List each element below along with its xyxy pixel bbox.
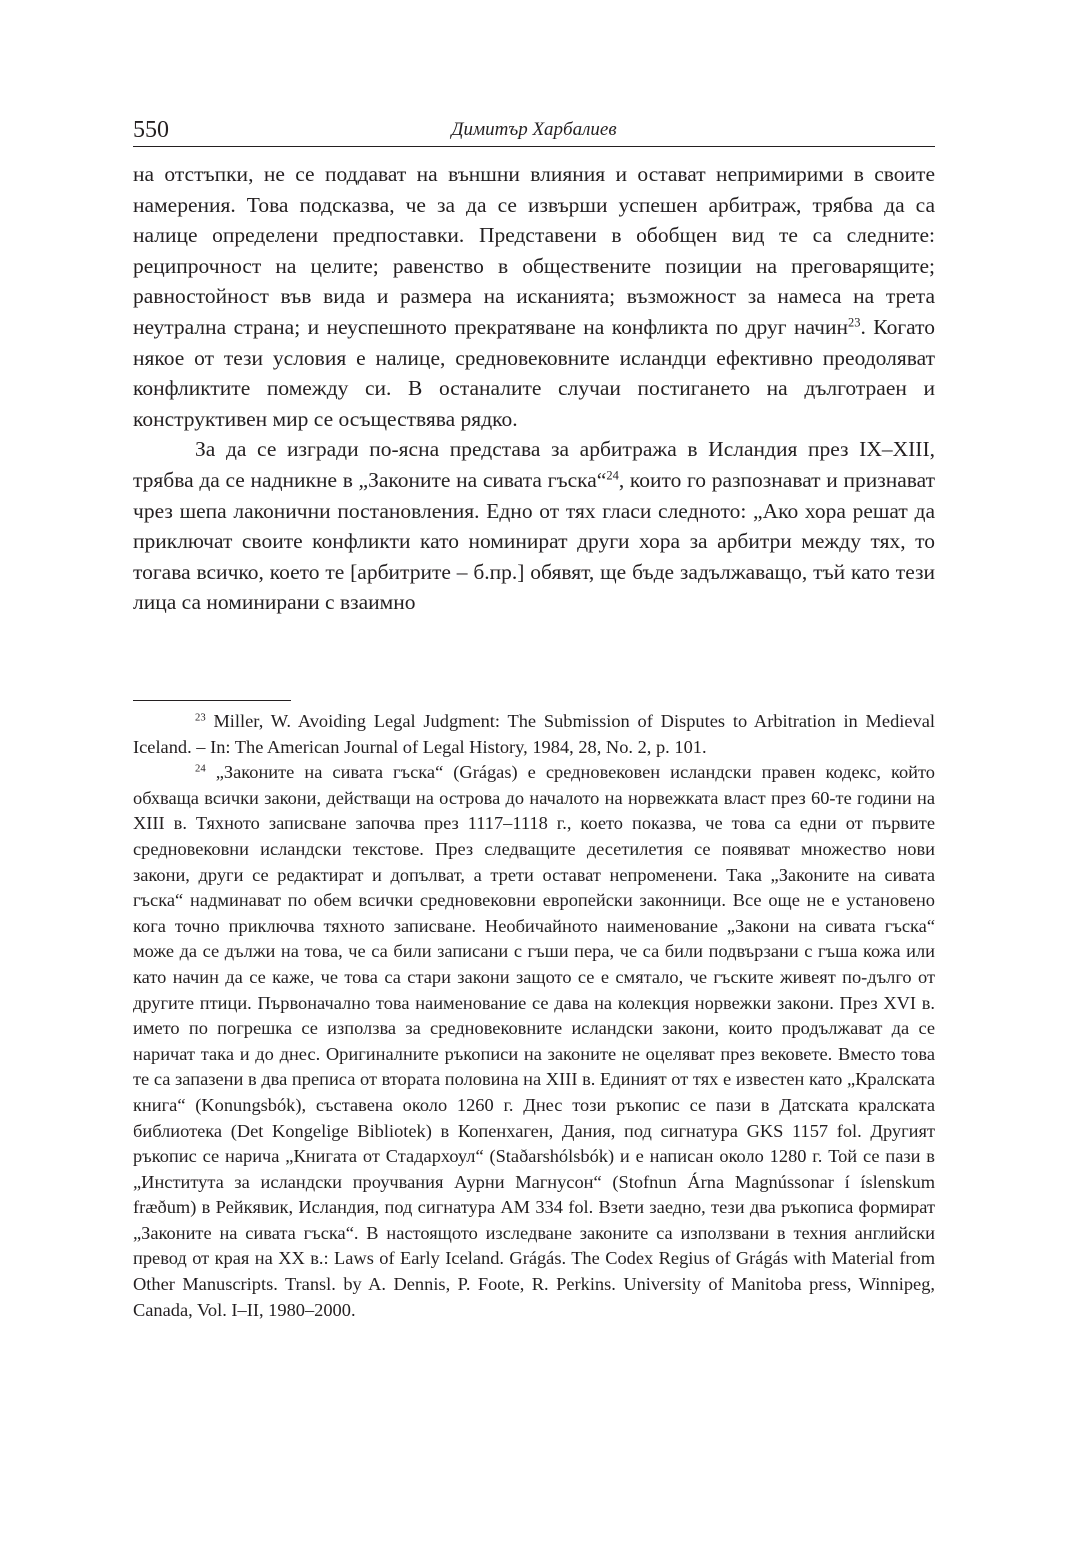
footnote-23: [133, 709, 935, 760]
footnote-number-23: 23: [195, 711, 206, 724]
footnotes: [133, 709, 935, 1323]
paragraph-1-text-a: на отстъпки, не се поддават на външни влияния и остават непримирими в своите намерения. Това подсказва, че за да се извърши успешен арбитраж, трябва да са налице определени предпоставки. Представени в обобщен вид те са следните: реципрочност на целите; равенство в обществените позиции на преговарящите; равностойност във вида и размера на исканията; възможност за намеса на трета неутрална страна; и неуспешното прекратяване на конфликта по друг начин: [133, 162, 935, 339]
footnote-ref-23[interactable]: 23: [848, 315, 861, 330]
paragraph-2-text-a: За да се изгради по-ясна представа за арбитража в Исландия през IX–XIII, трябва да се надникне в „Законите на сивата гъска“: [133, 437, 935, 492]
footnote-23-text: Miller, W. Avoiding Legal Judgment: The Submission of Disputes to Arbitration in Medieval Iceland. – In: The American Journal of Legal History, 1984, 28, No. 2, p. 101.: [133, 711, 935, 757]
page-header: [133, 112, 935, 147]
page-number: 550: [133, 117, 169, 143]
footnote-24-text: „Законите на сивата гъска“ (Grágas) е средновековен исландски правен кодекс, който обхваща всички закони, действащи на острова до началото на норвежката власт през 60-те години на XIII в. Тяхното записване започва през 1117–1118 г., което показва, че това са едни от първите средновековни исландски текстове. През следващите десетилетия се появяват множество нови закони, други се редактират и допълват, а трети остават непроменени. Така „Законите на сивата гъска“ надминават по обем всички средновековни европейски законници. Все още не е установено кога точно приключва тяхното записване. Необичайното наименование „Закони на сивата гъска“ може да се дължи на това, че са били записани с гъши пера, че са били подвързани с гъша кожа или като начин да се каже, че това са стари закони защото се е смятало, че гъските живеят по-дълго от другите птици. Първоначално това наименование се дава на колекция норвежки закони. През XVI в. името по погрешка се използва за средновековните исландски закони, които продължават да се наричат така и до днес. Оригиналните ръкописи на законите не оцеляват през вековете. Вместо това те са запазени в два преписа от втората половина на XIII в. Единият от тях е известен като „Кралската книга“ (Konungsbók), съставена около 1260 г. Днес този ръкопис се пази в Датската кралската библиотека (Det Kongelige Bibliotek) в Копенхаген, Дания, под сигнатура GKS 1157 fol. Другият ръкопис се нарича „Книгата от Стадархоул“ (Staðarshólsbók) и е написан около 1280 г. Той се пази в „Института за исландски проучвания Аурни Магнусон“ (Stofnun Árna Magnússonar í íslenskum fræðum) в Рейкявик, Исландия, под сигнатура AM 334 fol. Взети заедно, тези два ръкописа формират „Законите на сивата гъска“. В настоящото изследване законите са използвани в техния английски превод от края на XX в.: Laws of Early Iceland. Grágás. The Codex Regius of Grágás with Material from Other Manuscripts. Transl. by A. Dennis, P. Foote, R. Perkins. University of Manitoba press, Winnipeg, Canada, Vol. I–II, 1980–2000.: [133, 762, 935, 1320]
footnote-24: [133, 760, 935, 1323]
footnote-number-24: 24: [195, 762, 206, 775]
footnote-ref-24[interactable]: 24: [606, 468, 619, 483]
paragraph-2: [133, 434, 935, 618]
main-text: [133, 159, 935, 618]
paragraph-2-text-b: , които го разпознават и признават чрез шепа лаконични постановления. Едно от тях гласи следното: „Ако хора решат да приключат своите конфликти като номинират други хора за арбитри между тях, то тогава всичко, което те [арбитрите – б.пр.] обявят, ще бъде задължаващо, тъй като тези лица са номинирани с взаимно: [133, 467, 935, 615]
footnote-separator: [133, 700, 291, 701]
paragraph-1: [133, 159, 935, 434]
running-head: Димитър Харбалиев: [451, 119, 617, 140]
paragraph-1-text-b: . Когато някое от тези условия е налице, средновековните исландци ефективно преодоляват конфликтите помежду си. В останалите случаи постигането на дълготраен и конструктивен мир се осъществява рядко.: [133, 314, 935, 431]
